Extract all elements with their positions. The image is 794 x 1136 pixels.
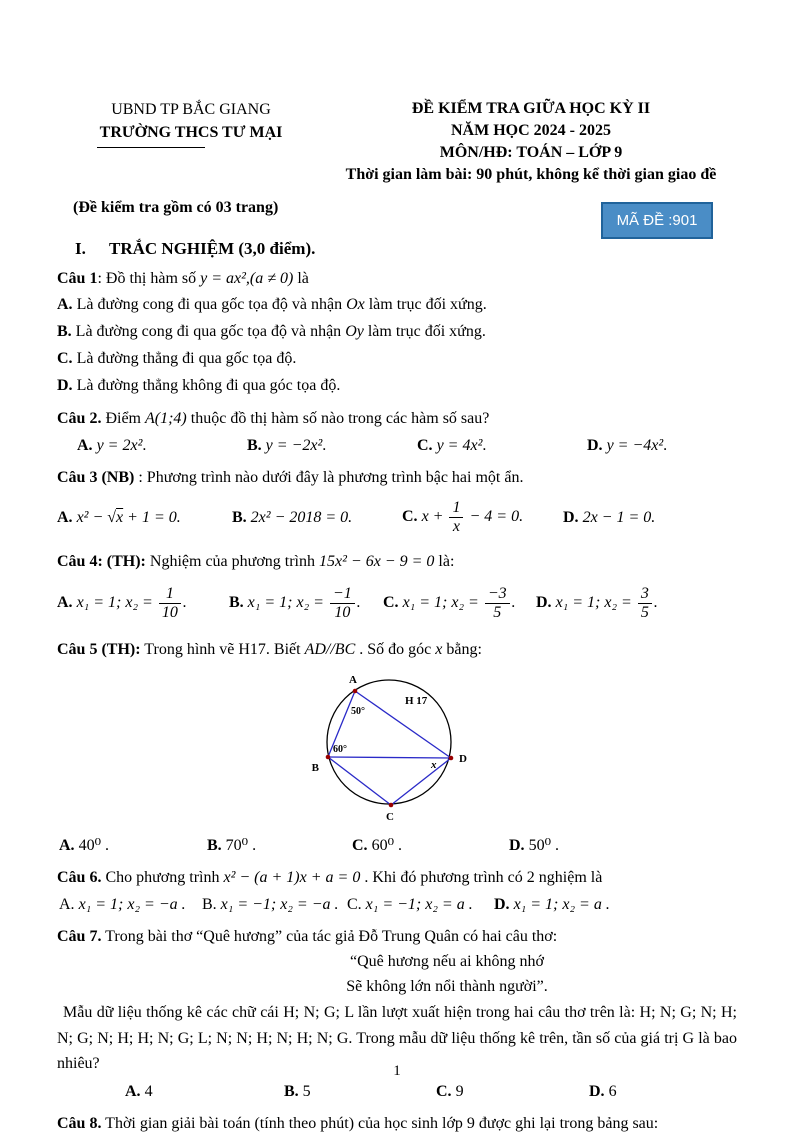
h17-circle-diagram	[279, 666, 515, 826]
q4-option-d: D. x₁ = 1; x₂ = $\frac{3}{5}$ .	[536, 584, 658, 621]
question-5: Câu 5 (TH): Trong hình vẽ H17. Biết AD//BC . Số đo góc x bằng:	[57, 641, 482, 658]
question-4-label: Câu 4: (TH):	[57, 553, 146, 570]
q3-options	[57, 492, 737, 542]
q3-option-d: D. 2x − 1 = 0.	[563, 508, 656, 526]
q6-options	[57, 892, 737, 917]
q5-option-b: B. 70⁰ .	[207, 837, 257, 854]
dot-a	[353, 689, 358, 694]
question-4: Câu 4: (TH): Nghiệm của phương trình 15x² − 6x − 9 = 0 là:	[57, 553, 455, 570]
q3-option-c: C. x + $\frac{1}{x}$ − 4 = 0.	[402, 498, 524, 535]
q6-option-b: B. x₁ = −1; x₂ = −a .	[202, 896, 339, 913]
q7-paragraph: Mẫu dữ liệu thống kê các chữ cái H; N; G; L lần lượt xuất hiện trong hai câu thơ trên là: H; N; G; N; H; N; G; N; H; H; N; G; L; N; N; H; N; H; N; G. Trong mẫu dữ liệu thống kê trên, tần số của giá trị G là bao nhiêu?	[57, 1004, 737, 1072]
label-b: B	[311, 762, 319, 774]
fraction: $\frac{3}{5}$	[638, 585, 652, 621]
exam-title: ĐỀ KIỂM TRA GIỮA HỌC KỲ II	[411, 100, 651, 117]
poem-line-2: Sẽ không lớn nổi thành người”.	[346, 978, 548, 995]
question-8-label: Câu 8.	[57, 1114, 102, 1132]
question-8: Câu 8. Thời gian giải bài toán (tính theo phút) của học sinh lớp 9 được ghi lại trong bảng sau:	[57, 1114, 659, 1132]
school-name: TRƯỜNG THCS TƯ MẠI	[99, 124, 283, 141]
q6-option-a: A. x₁ = 1; x₂ = −a .	[59, 896, 186, 913]
section-title: TRẮC NGHIỆM (3,0 điểm).	[109, 239, 316, 258]
question-1: Câu 1: Đồ thị hàm số y = ax²,(a ≠ 0) là	[57, 270, 309, 287]
q7-option-a: A. 4	[125, 1082, 153, 1100]
q1-option-b: B. Là đường cong đi qua gốc tọa độ và nhận Oy làm trục đối xứng.	[57, 323, 486, 340]
circle-outline	[327, 680, 451, 804]
poem	[57, 949, 737, 999]
subject-line: MÔN/HĐ: TOÁN – LỚP 9	[439, 144, 623, 161]
q2-options	[57, 433, 737, 458]
pages-note: (Đề kiểm tra gồm có 03 trang)	[73, 199, 279, 216]
angle-a-label: 50°	[351, 706, 365, 717]
label-c: C	[386, 811, 394, 823]
chord-cd	[391, 758, 451, 805]
q7-option-d: D. 6	[589, 1082, 617, 1100]
q2-option-c: C. y = 4x².	[417, 437, 487, 454]
fraction: $\frac{1}{10}$	[159, 585, 181, 621]
q2-option-d: D. y = −4x².	[587, 437, 668, 454]
header-divider	[97, 147, 205, 148]
q2-option-b: B. y = −2x².	[247, 437, 327, 454]
q7-option-c: C. 9	[436, 1082, 464, 1100]
question-2-label: Câu 2.	[57, 410, 102, 427]
q4-option-a: A. x₁ = 1; x₂ = $\frac{1}{10}$ .	[57, 584, 187, 621]
q5-option-d: D. 50⁰ .	[509, 837, 559, 854]
q1-option-d: D. Là đường thẳng không đi qua góc tọa độ.	[57, 377, 341, 394]
q6-option-c: C. x₁ = −1; x₂ = a .	[347, 896, 473, 913]
q5-option-a: A. 40⁰ .	[59, 837, 109, 854]
header-right	[325, 98, 737, 186]
question-3: Câu 3 (NB) : Phương trình nào dưới đây là phương trình bậc hai một ẩn.	[57, 469, 524, 486]
question-7: Câu 7. Trong bài thơ “Quê hương” của tác giả Đỗ Trung Quân có hai câu thơ:	[57, 928, 558, 945]
question-7-label: Câu 7.	[57, 928, 102, 945]
header-left	[57, 98, 325, 186]
dot-c	[389, 803, 394, 808]
angle-b-label: 60°	[333, 744, 347, 755]
q1-option-a: A. Là đường cong đi qua gốc tọa độ và nhận Ox làm trục đối xứng.	[57, 296, 487, 313]
question-6: Câu 6. Cho phương trình x² − (a + 1)x + a = 0 . Khi đó phương trình có 2 nghiệm là	[57, 869, 603, 886]
header	[57, 98, 737, 186]
q5-option-c: C. 60⁰ .	[352, 837, 402, 854]
q3-option-b: B. 2x² − 2018 = 0.	[232, 508, 353, 526]
duration-line: Thời gian làm bài: 90 phút, không kể thời gian giao đề	[345, 166, 717, 183]
fraction: $\frac{-1}{10}$	[330, 585, 355, 621]
fraction: $\frac{-3}{5}$	[485, 585, 510, 621]
section-heading	[75, 239, 737, 259]
q1-option-c: C. Là đường thẳng đi qua gốc tọa độ.	[57, 350, 297, 367]
q4-option-b: B. x₁ = 1; x₂ = $\frac{-1}{10}$ .	[229, 584, 361, 621]
figure-title: H 17	[405, 695, 428, 707]
question-5-label: Câu 5 (TH):	[57, 641, 141, 658]
section-numeral: I.	[75, 239, 86, 258]
fraction: $\frac{1}{x}$	[449, 499, 463, 535]
figure-labels	[312, 674, 467, 823]
label-d: D	[459, 753, 467, 765]
angle-x-label: x	[431, 759, 437, 771]
dot-b	[326, 755, 331, 760]
q7-options	[57, 1079, 737, 1104]
q6-option-d: D. x₁ = 1; x₂ = a .	[494, 896, 610, 913]
poem-line-1: “Quê hương nếu ai không nhớ	[350, 953, 544, 970]
question-1-label: Câu 1	[57, 270, 98, 287]
page-number: 1	[393, 1063, 401, 1079]
school-year: NĂM HỌC 2024 - 2025	[451, 122, 611, 139]
q7-option-b: B. 5	[284, 1082, 311, 1100]
q3-option-a: A. x² − √x + 1 = 0.	[57, 508, 181, 526]
chord-bc	[328, 757, 391, 805]
question-6-label: Câu 6.	[57, 869, 102, 886]
q2-option-a: A. y = 2x².	[77, 437, 147, 454]
figure-h17	[57, 666, 737, 831]
exam-code-badge: MÃ ĐỀ :901	[601, 202, 713, 239]
question-3-label: Câu 3 (NB)	[57, 469, 135, 486]
label-a: A	[349, 674, 357, 686]
chord-bd	[328, 757, 451, 758]
q5-options	[57, 833, 737, 858]
org-name: UBND TP BẮC GIANG	[111, 101, 271, 118]
question-2: Câu 2. Điểm A(1;4) thuộc đồ thị hàm số nào trong các hàm số sau?	[57, 410, 490, 427]
dot-d	[449, 756, 454, 761]
chord-ad	[355, 691, 451, 758]
q4-option-c: C. x₁ = 1; x₂ = $\frac{-3}{5}$ .	[383, 584, 516, 621]
q4-options	[57, 576, 737, 630]
